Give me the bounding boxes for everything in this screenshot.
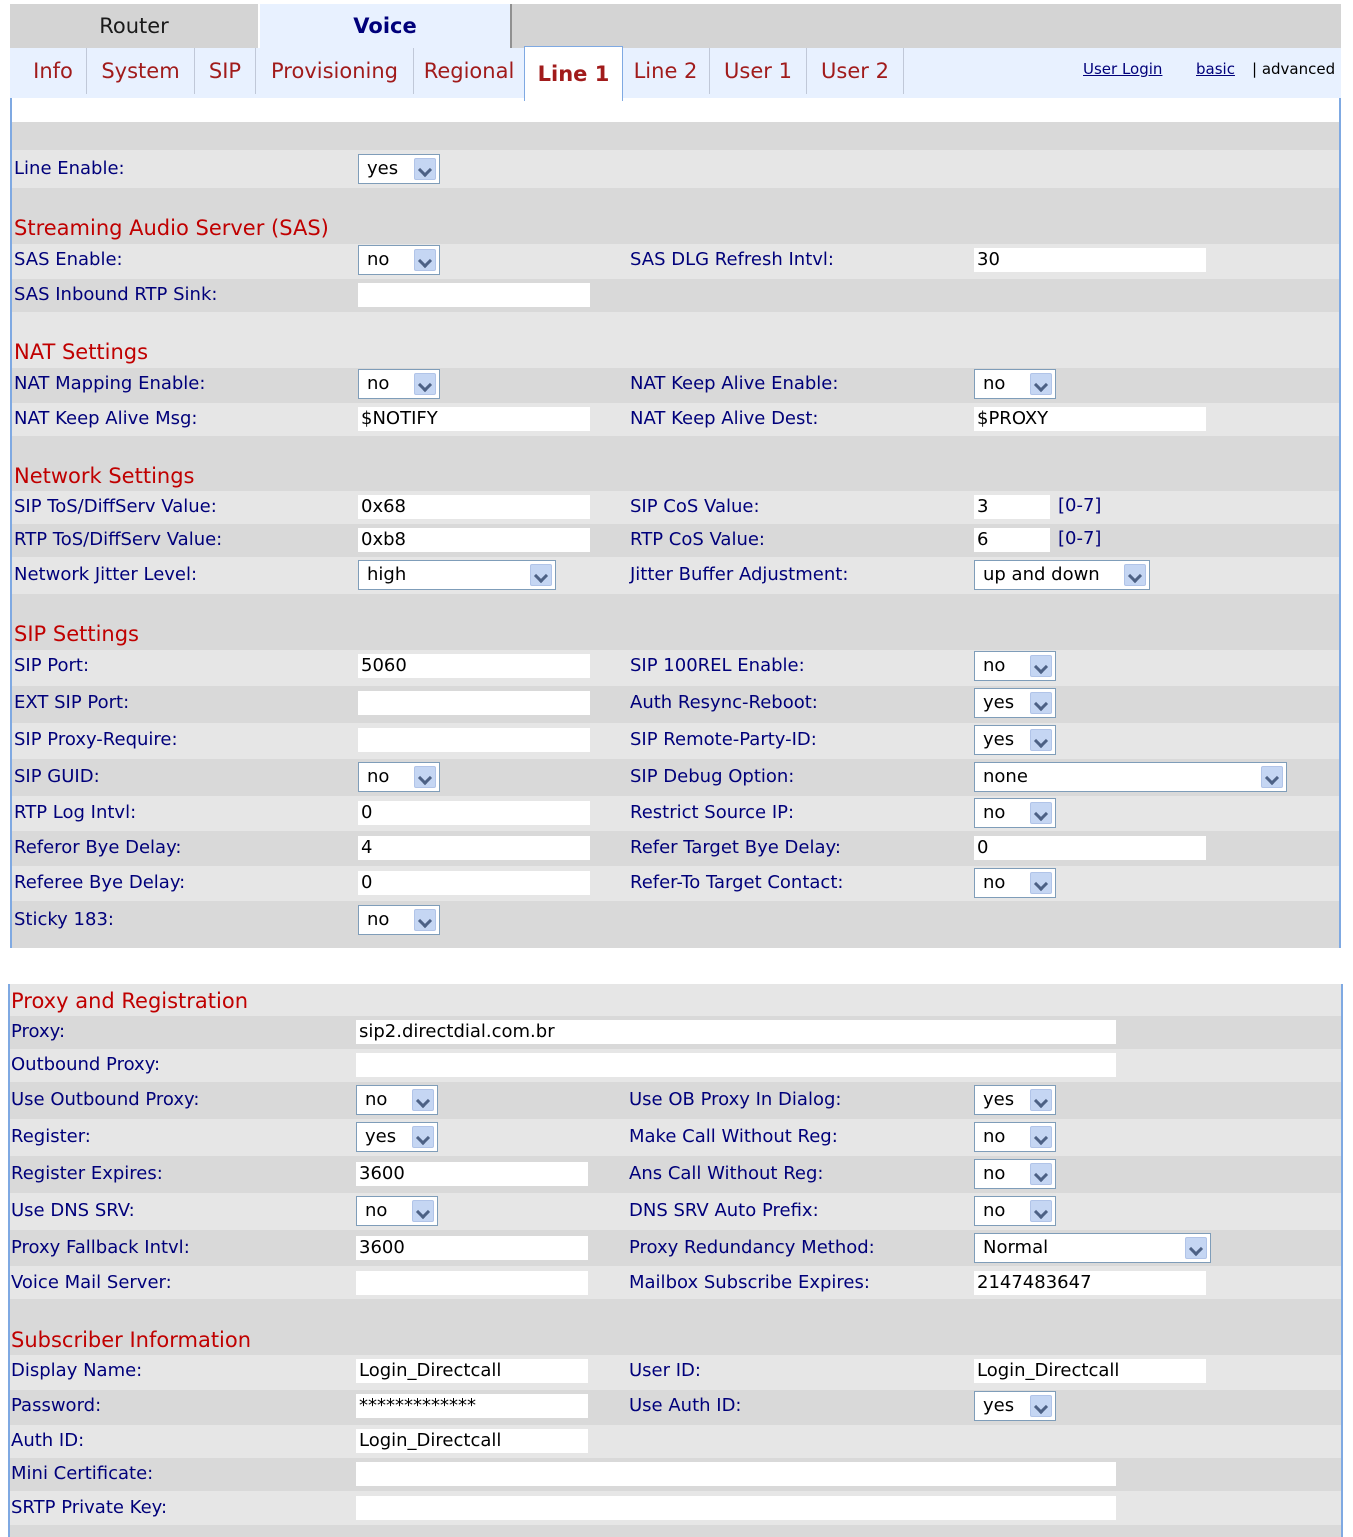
chevron-down-icon [412, 1126, 434, 1148]
chevron-down-icon [530, 564, 552, 586]
dns-srv-label: Use DNS SRV: [11, 1200, 135, 1221]
nat-keep-alive-enable-select[interactable]: no [974, 369, 1056, 399]
mini-certificate-label: Mini Certificate: [11, 1463, 154, 1484]
sas-dlg-refresh-input[interactable]: 30 [974, 248, 1206, 272]
voice-mail-server-input[interactable] [356, 1271, 588, 1295]
chevron-down-icon [1030, 1200, 1052, 1222]
sas-inbound-sink-input[interactable] [358, 283, 590, 307]
password-input[interactable]: ************* [356, 1394, 588, 1418]
sas-enable-select[interactable]: no [358, 245, 440, 275]
jitter-adjust-select[interactable]: up and down [974, 560, 1150, 590]
chevron-down-icon [1030, 1163, 1052, 1185]
tab-router[interactable]: Router [10, 4, 260, 48]
sip-proxy-require-input[interactable] [358, 728, 590, 752]
chevron-down-icon [1030, 729, 1052, 751]
tab-info[interactable]: Info [20, 48, 87, 94]
tab-sip[interactable]: SIP [195, 48, 256, 94]
chevron-down-icon [412, 1089, 434, 1111]
subscriber-row-3 [10, 1425, 1341, 1458]
sas-enable-label: SAS Enable: [14, 249, 123, 270]
refer-target-bye-label: Refer Target Bye Delay: [630, 837, 841, 858]
tab-voice[interactable]: Voice [260, 4, 512, 48]
sas-dlg-refresh-label: SAS DLG Refresh Intvl: [630, 249, 834, 270]
chevron-down-icon [1030, 373, 1052, 395]
nat-keep-alive-dest-label: NAT Keep Alive Dest: [630, 408, 819, 429]
subscriber-section-title: Subscriber Information [11, 1328, 252, 1352]
tab-user-2[interactable]: User 2 [807, 48, 904, 94]
mailbox-expires-label: Mailbox Subscribe Expires: [629, 1272, 870, 1293]
proxy-input[interactable]: sip2.directdial.com.br [356, 1020, 1116, 1044]
rtp-cos-input[interactable]: 6 [974, 528, 1050, 552]
sip-debug-label: SIP Debug Option: [630, 766, 795, 787]
proxy-redundancy-select[interactable]: Normal [974, 1233, 1211, 1263]
srtp-key-input[interactable] [356, 1496, 1116, 1520]
make-call-label: Make Call Without Reg: [629, 1126, 838, 1147]
dns-prefix-select[interactable]: no [974, 1196, 1056, 1226]
sip-proxy-require-label: SIP Proxy-Require: [14, 729, 178, 750]
nat-keep-alive-msg-input[interactable]: $NOTIFY [358, 407, 590, 431]
tab-provisioning[interactable]: Provisioning [256, 48, 414, 94]
refer-target-bye-input[interactable]: 0 [974, 836, 1206, 860]
outbound-proxy-label: Outbound Proxy: [11, 1054, 161, 1075]
rtp-cos-label: RTP CoS Value: [630, 529, 765, 550]
nat-title-row [12, 312, 1339, 368]
chevron-down-icon [1030, 692, 1052, 714]
display-name-input[interactable]: Login_Directcall [356, 1359, 588, 1383]
nat-mapping-label: NAT Mapping Enable: [14, 373, 206, 394]
chevron-down-icon [1185, 1237, 1207, 1259]
sip-cos-label: SIP CoS Value: [630, 496, 760, 517]
sas-inbound-sink-label: SAS Inbound RTP Sink: [14, 284, 218, 305]
ans-call-select[interactable]: no [974, 1159, 1056, 1189]
referee-bye-input[interactable]: 0 [358, 871, 590, 895]
sip-remote-party-label: SIP Remote-Party-ID: [630, 729, 817, 750]
password-label: Password: [11, 1395, 102, 1416]
chevron-down-icon [1030, 872, 1052, 894]
sticky-183-select[interactable]: no [358, 905, 440, 935]
auth-id-input[interactable]: Login_Directcall [356, 1429, 588, 1453]
sip-guid-label: SIP GUID: [14, 766, 100, 787]
refer-to-contact-label: Refer-To Target Contact: [630, 872, 844, 893]
proxy-redundancy-label: Proxy Redundancy Method: [629, 1237, 875, 1258]
nat-mapping-select[interactable]: no [358, 369, 440, 399]
chevron-down-icon [1124, 564, 1146, 586]
make-call-select[interactable]: no [974, 1122, 1056, 1152]
register-expires-label: Register Expires: [11, 1163, 163, 1184]
auth-id-label: Auth ID: [11, 1430, 85, 1451]
ans-call-label: Ans Call Without Reg: [629, 1163, 824, 1184]
sip-remote-party-select[interactable]: yes [974, 725, 1056, 755]
dns-srv-select[interactable]: no [356, 1196, 438, 1226]
chevron-down-icon [1030, 1395, 1052, 1417]
ext-sip-port-input[interactable] [358, 691, 590, 715]
user-id-input[interactable]: Login_Directcall [974, 1359, 1206, 1383]
sip-100rel-select[interactable]: no [974, 651, 1056, 681]
chevron-down-icon [1261, 766, 1283, 788]
jitter-level-label: Network Jitter Level: [14, 564, 198, 585]
nat-keep-alive-enable-label: NAT Keep Alive Enable: [630, 373, 839, 394]
network-section-title: Network Settings [14, 464, 195, 488]
sip-title-row [12, 594, 1339, 650]
tab-user-1[interactable]: User 1 [710, 48, 807, 94]
jitter-level-select[interactable]: high [358, 560, 556, 590]
voice-mail-server-label: Voice Mail Server: [11, 1272, 172, 1293]
sip-port-label: SIP Port: [14, 655, 90, 676]
ext-sip-port-label: EXT SIP Port: [14, 692, 130, 713]
sticky-183-label: Sticky 183: [14, 909, 114, 930]
referor-bye-label: Referor Bye Delay: [14, 837, 182, 858]
srtp-key-label: SRTP Private Key: [11, 1497, 168, 1518]
sip-cos-range: [0-7] [1058, 495, 1102, 516]
auth-resync-label: Auth Resync-Reboot: [630, 692, 818, 713]
nat-keep-alive-msg-label: NAT Keep Alive Msg: [14, 408, 198, 429]
sip-tos-label: SIP ToS/DiffServ Value: [14, 496, 217, 517]
line-enable-label: Line Enable: [14, 158, 125, 179]
rtp-tos-input[interactable]: 0xb8 [358, 528, 590, 552]
dns-prefix-label: DNS SRV Auto Prefix: [629, 1200, 819, 1221]
proxy-fallback-label: Proxy Fallback Intvl: [11, 1237, 190, 1258]
chevron-down-icon [414, 909, 436, 931]
chevron-down-icon [414, 373, 436, 395]
use-auth-id-label: Use Auth ID: [629, 1395, 742, 1416]
proxy-section-title: Proxy and Registration [11, 989, 249, 1013]
sas-section-title: Streaming Audio Server (SAS) [14, 216, 329, 240]
rtp-cos-range: [0-7] [1058, 528, 1102, 549]
sip-100rel-label: SIP 100REL Enable: [630, 655, 805, 676]
referee-bye-label: Referee Bye Delay: [14, 872, 186, 893]
bottom-row [10, 1525, 1341, 1537]
tab-line-1[interactable]: Line 1 [524, 46, 623, 101]
tab-line-2[interactable]: Line 2 [622, 48, 710, 94]
blank-row [12, 122, 1339, 150]
nat-section-title: NAT Settings [14, 340, 149, 364]
display-name-label: Display Name: [11, 1360, 143, 1381]
chevron-down-icon [1030, 1126, 1052, 1148]
use-outbound-proxy-label: Use Outbound Proxy: [11, 1089, 200, 1110]
outbound-proxy-input[interactable] [356, 1053, 1116, 1077]
ob-proxy-dialog-select[interactable]: yes [974, 1085, 1056, 1115]
user-login-link[interactable]: User Login [1083, 60, 1163, 78]
chevron-down-icon [414, 766, 436, 788]
rtp-log-input[interactable]: 0 [358, 801, 590, 825]
chevron-down-icon [414, 249, 436, 271]
mini-certificate-input[interactable] [356, 1462, 1116, 1486]
register-select[interactable]: yes [356, 1122, 438, 1152]
rtp-log-label: RTP Log Intvl: [14, 802, 137, 823]
chevron-down-icon [1030, 802, 1052, 824]
sip-debug-select[interactable]: none [974, 762, 1287, 792]
line-enable-select[interactable]: yes [358, 154, 440, 184]
user-id-label: User ID: [629, 1360, 701, 1381]
auth-resync-select[interactable]: yes [974, 688, 1056, 718]
sip-port-input[interactable]: 5060 [358, 654, 590, 678]
sip-row-8 [12, 901, 1339, 948]
jitter-adjust-label: Jitter Buffer Adjustment: [630, 564, 849, 585]
use-outbound-proxy-select[interactable]: no [356, 1085, 438, 1115]
sip-guid-select[interactable]: no [358, 762, 440, 792]
register-expires-input[interactable]: 3600 [356, 1162, 588, 1186]
tab-regional[interactable]: Regional [423, 59, 515, 83]
refer-to-contact-select[interactable]: no [974, 868, 1056, 898]
proxy-label: Proxy: [11, 1021, 66, 1042]
chevron-down-icon [414, 158, 436, 180]
chevron-down-icon [412, 1200, 434, 1222]
proxy-fallback-input[interactable]: 3600 [356, 1236, 588, 1260]
chevron-down-icon [1030, 655, 1052, 677]
sip-cos-input[interactable]: 3 [974, 495, 1050, 519]
restrict-ip-select[interactable]: no [974, 798, 1056, 828]
sip-section-title: SIP Settings [14, 622, 139, 646]
network-title-row [12, 436, 1339, 491]
sip-tos-input[interactable]: 0x68 [358, 495, 590, 519]
tab-system[interactable]: System [87, 48, 195, 94]
referor-bye-input[interactable]: 4 [358, 836, 590, 860]
line-enable-row [12, 150, 1339, 188]
restrict-ip-label: Restrict Source IP: [630, 802, 795, 823]
basic-link[interactable]: basic [1196, 60, 1235, 78]
nat-keep-alive-dest-input[interactable]: $PROXY [974, 407, 1206, 431]
register-label: Register: [11, 1126, 91, 1147]
use-auth-id-select[interactable]: yes [974, 1391, 1056, 1421]
rtp-tos-label: RTP ToS/DiffServ Value: [14, 529, 223, 550]
mailbox-expires-input[interactable]: 2147483647 [974, 1271, 1206, 1295]
advanced-mode-label: | advanced [1252, 60, 1336, 78]
ob-proxy-dialog-label: Use OB Proxy In Dialog: [629, 1089, 842, 1110]
chevron-down-icon [1030, 1089, 1052, 1111]
